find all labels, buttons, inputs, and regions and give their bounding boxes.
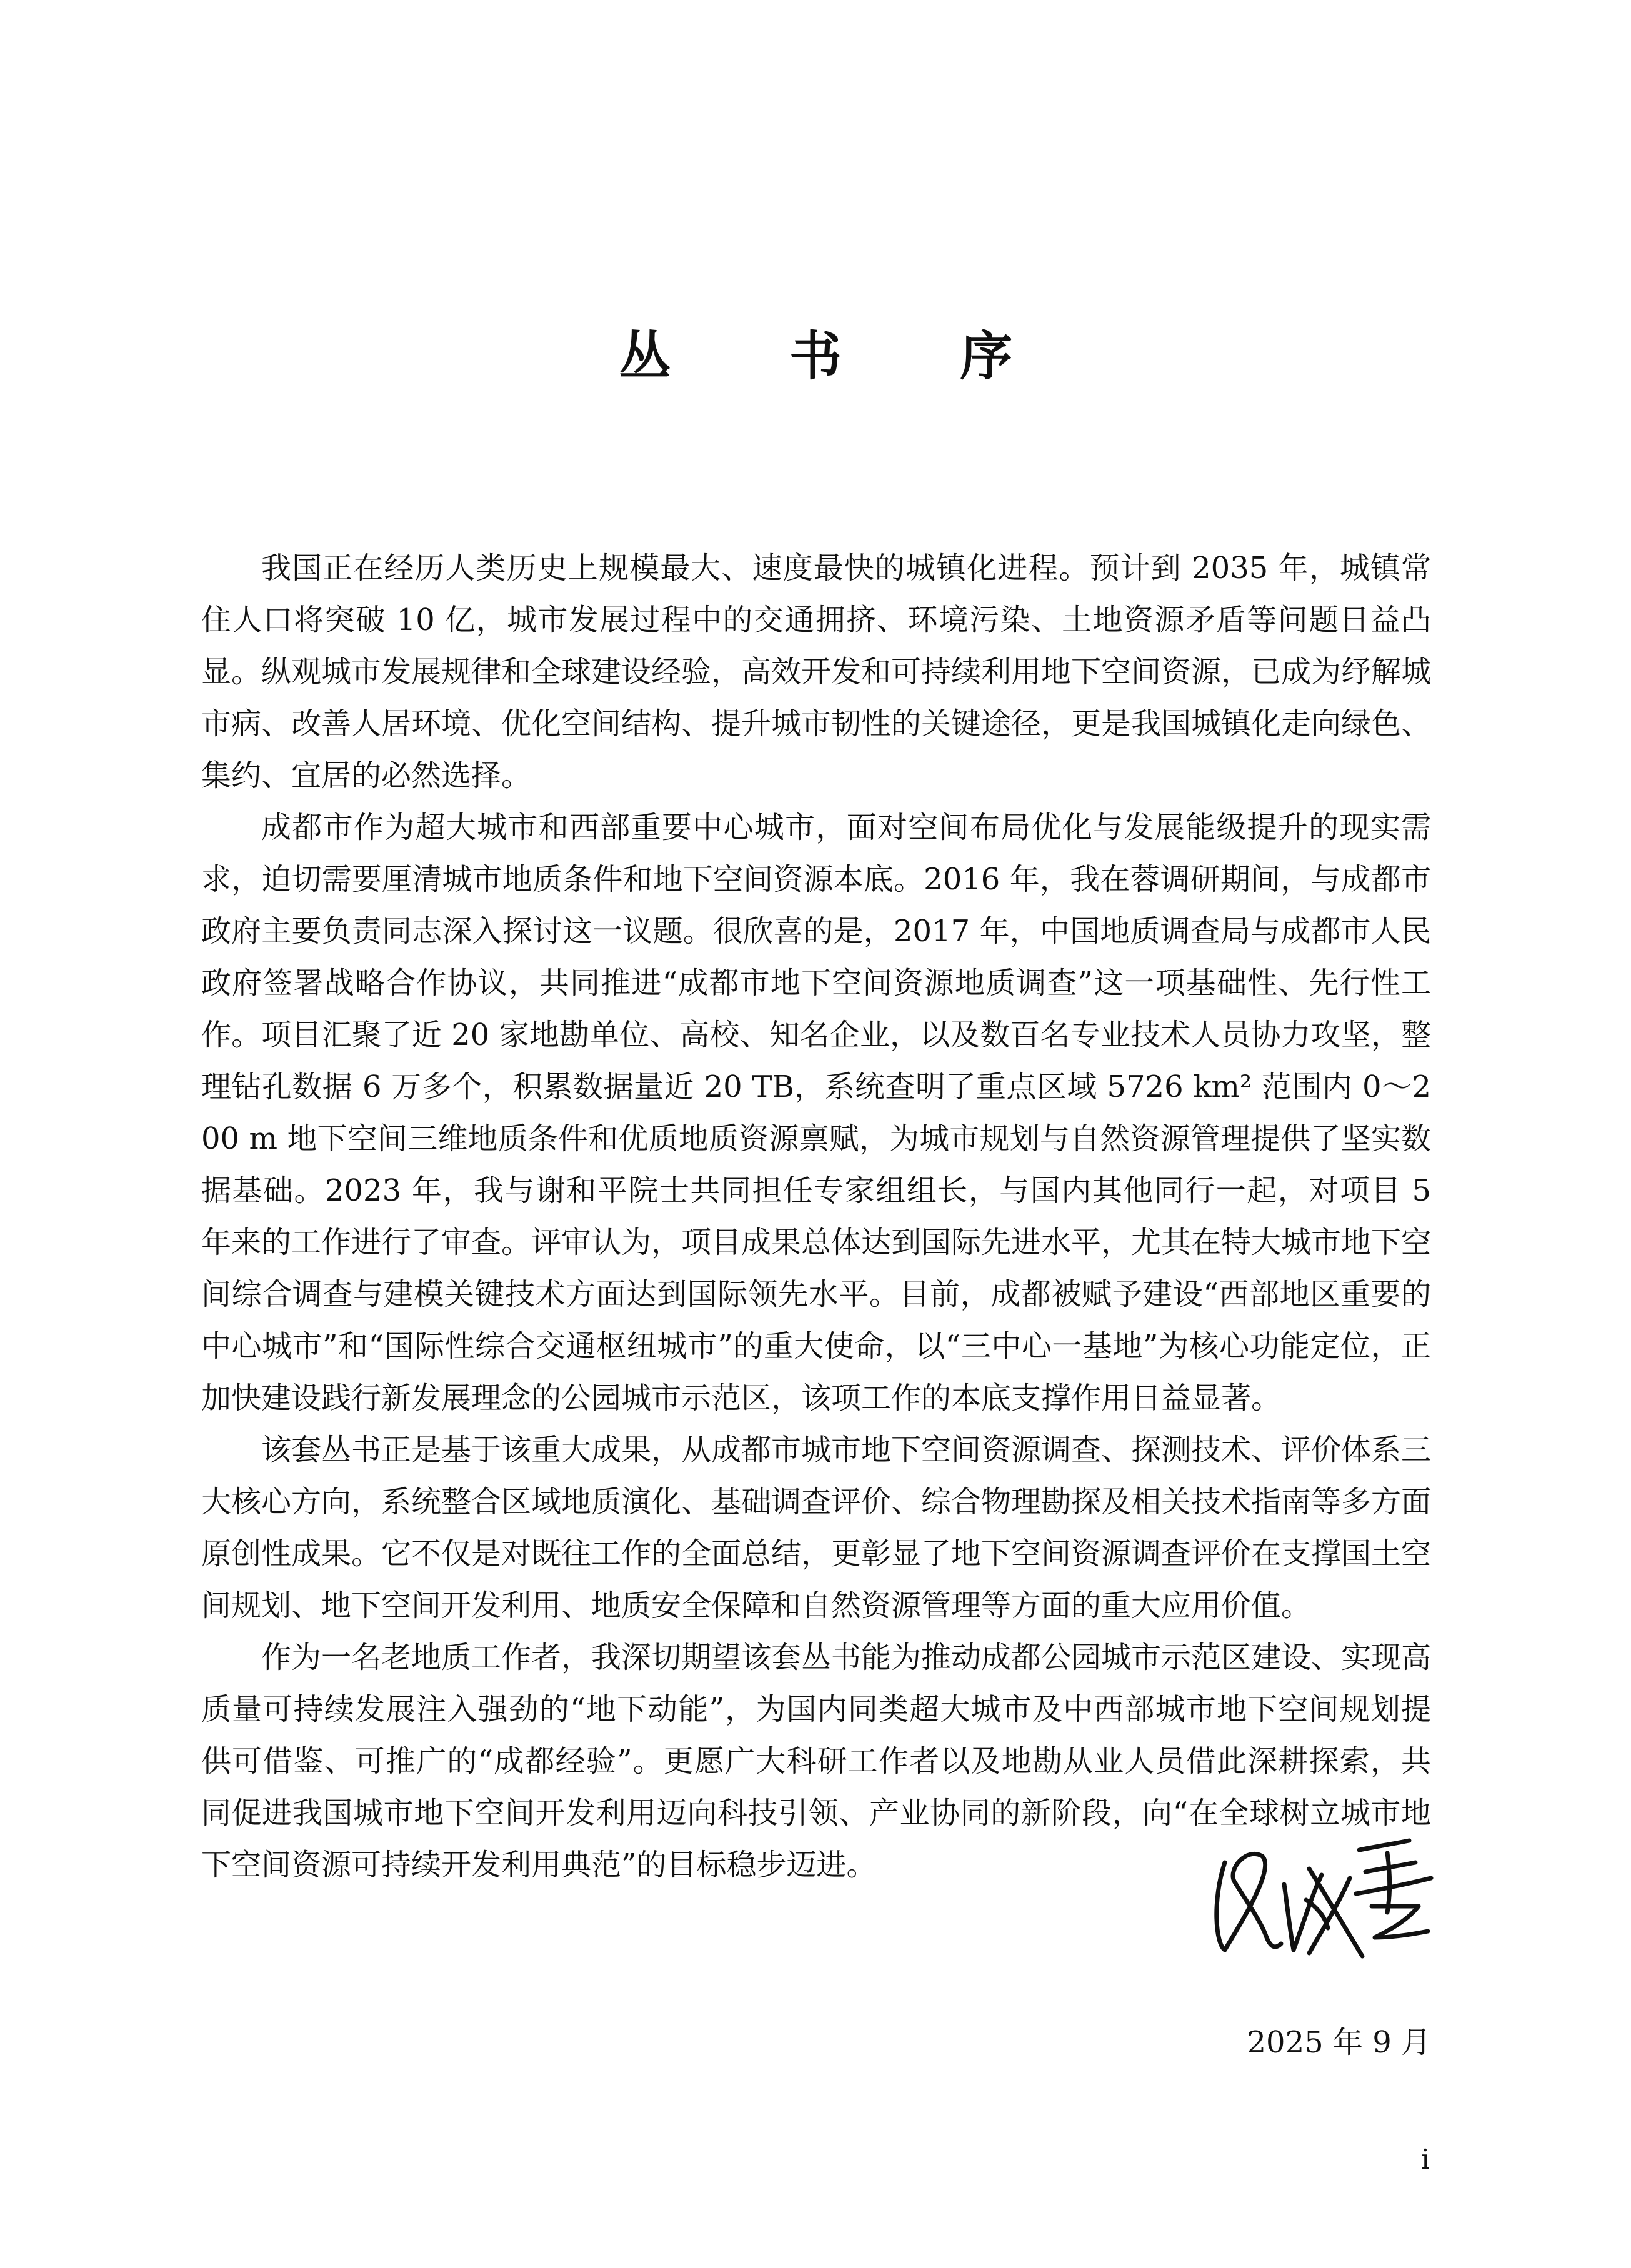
paragraph: 我国正在经历人类历史上规模最大、速度最快的城镇化进程。预计到 2035 年，城镇常住人口将突破 10 亿，城市发展过程中的交通拥挤、环境污染、土地资源矛盾等问题日益凸显。纵观城市发展规律和全球建设经验，高效开发和可持续利用地下空间资源，已成为纾解城市病、改善人居环境、优化空间结构、提升城市韧性的关键途径，更是我国城镇化走向绿色、集约、宜居的必然选择。 [201,551,1432,793]
page-number: i [1420,2144,1430,2176]
paragraph: 作为一名老地质工作者，我深切期望该套丛书能为推动成都公园城市示范区建设、实现高质量可持续发展注入强劲的“地下动能”，为国内同类超大城市及中西部城市地下空间规划提供可借鉴、可推广的“成都经验”。更愿广大科研工作者以及地勘从业人员借此深耕探索，共同促进我国城市地下空间开发利用迈向科技引领、产业协同的新阶段，向“在全球树立城市地下空间资源可持续开发利用典范”的目标稳步迈进。 [201,1640,1432,1882]
handwritten-signature [1200,1825,1450,1969]
preface-body [201,542,1431,1891]
paragraph: 成都市作为超大城市和西部重要中心城市，面对空间布局优化与发展能级提升的现实需求，迫切需要厘清城市地质条件和地下空间资源本底。2016 年，我在蓉调研期间，与成都市政府主要负责同志深入探讨这一议题。很欣喜的是，2017 年，中国地质调查局与成都市人民政府签署战略合作协议，共同推进“成都市地下空间资源地质调查”这一项基础性、先行性工作。项目汇聚了近 20 家地勘单位、高校、知名企业，以及数百名专业技术人员协力攻坚，整理钻孔数据 6 万多个，积累数据量近 20 TB，系统查明了重点区域 5726 km² 范围内 0～200 m 地下空间三维地质条件和优质地质资源禀赋，为城市规划与自然资源管理提供了坚实数据基础。2023 年，我与谢和平院士共同担任专家组组长，与国内其他同行一起，对项目 5 年来的工作进行了审查。评审认为，项目成果总体达到国际先进水平，尤其在特大城市地下空间综合调查与建模关键技术方面达到国际领先水平。目前，成都被赋予建设“西部地区重要的中心城市”和“国际性综合交通枢纽城市”的重大使命，以“三中心一基地”为核心功能定位，正加快建设践行新发展理念的公园城市示范区，该项工作的本底支撑作用日益显著。 [201,810,1432,1416]
page-title: 丛 书 序 [618,325,1063,387]
paragraph: 该套丛书正是基于该重大成果，从成都市城市地下空间资源调查、探测技术、评价体系三大核心方向，系统整合区域地质演化、基础调查评价、综合物理勘探及相关技术指南等多方面原创性成果。它不仅是对既往工作的全面总结，更彰显了地下空间资源调查评价在支撑国土空间规划、地下空间开发利用、地质安全保障和自然资源管理等方面的重大应用价值。 [201,1432,1432,1623]
date: 2025 年 9 月 [1247,2025,1431,2060]
